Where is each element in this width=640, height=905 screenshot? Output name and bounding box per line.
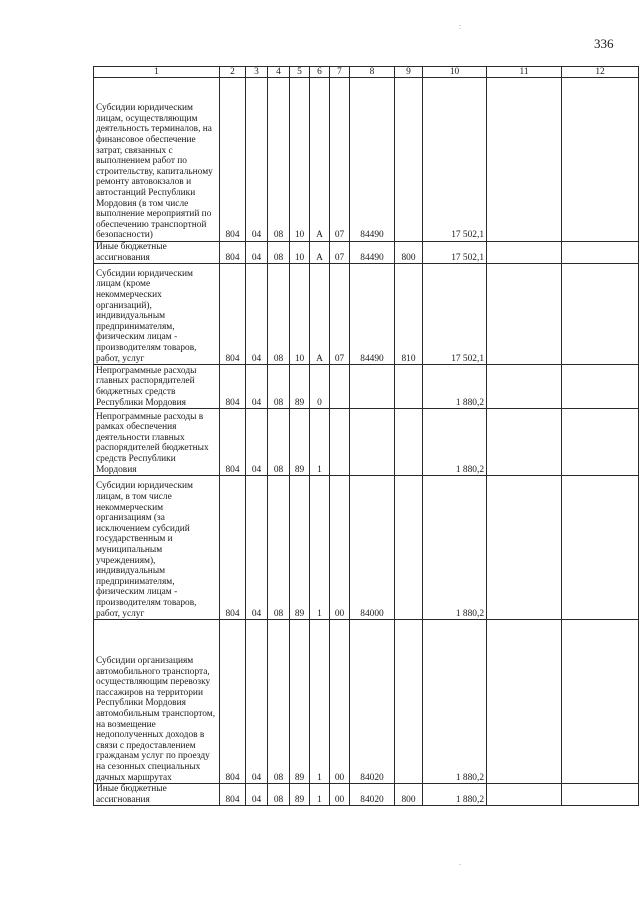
cell-col11 [487,365,562,409]
cell-expense-type [395,365,423,409]
cell-section: 04 [246,242,268,264]
page-number: 336 [594,36,614,51]
cell-col11 [487,620,562,784]
table-row [94,784,639,806]
row-name: Субсидии организациям автомобильного транспорта, осуществляющим перевозку пассажиров на территории Республики Мордовия автомобильным транспортом, на возмещение недополученных доходов в связи с предоставлением гражданам услуг по проезду на сезонных специальных дачных маршрутах [94,620,220,784]
cell-subsection: 08 [268,365,290,409]
col-header: 11 [487,67,562,78]
cell-expense-type: 800 [395,242,423,264]
cell-col11 [487,476,562,620]
cell-direction: 84000 [350,476,395,620]
col-header: 4 [268,67,290,78]
col-header: 12 [562,67,639,78]
row-name: Непрограммные расходы в рамках обеспечения деятельности главных распорядителей бюджетных средств Республики Мордовия [94,409,220,476]
cell-col12 [562,409,639,476]
cell-col11 [487,242,562,264]
cell-subprogram: А [310,78,330,242]
cell-subprogram: 1 [310,409,330,476]
cell-section: 04 [246,476,268,620]
cell-col12 [562,784,639,806]
cell-admin-code: 804 [220,242,246,264]
cell-col11 [487,78,562,242]
cell-subprogram: 1 [310,784,330,806]
cell-expense-type [395,620,423,784]
cell-direction: 84490 [350,78,395,242]
cell-expense-type: 800 [395,784,423,806]
cell-event: 00 [330,784,350,806]
cell-program: 10 [290,78,310,242]
cell-event [330,365,350,409]
cell-admin-code: 804 [220,476,246,620]
cell-expense-type [395,78,423,242]
cell-program: 89 [290,784,310,806]
row-name: Субсидии юридическим лицам, в том числе некоммерческим организациям (за исключением субсидий государственным и муниципальным учреждениям), индивидуальным предпринимателям, физическим лицам - производителям товаров, работ, услуг [94,476,220,620]
cell-program: 89 [290,409,310,476]
table-row [94,264,639,365]
cell-event: 07 [330,242,350,264]
cell-program: 89 [290,620,310,784]
cell-section: 04 [246,409,268,476]
cell-expense-type: 810 [395,264,423,365]
cell-admin-code: 804 [220,78,246,242]
row-name: Иные бюджетные ассигнования [94,784,220,806]
cell-subprogram: 0 [310,365,330,409]
row-name: Субсидии юридическим лицам, осуществляющим деятельность терминалов, на финансовое обеспечение затрат, связанных с выполнением работ по строительству, капитальному ремонту автовокзалов и автостанций Республики Мордовия (в том числе выполнение мероприятий по обеспечению транспортной безопасности) [94,78,220,242]
cell-col11 [487,784,562,806]
cell-event: 07 [330,264,350,365]
cell-admin-code: 804 [220,409,246,476]
cell-subsection: 08 [268,264,290,365]
cell-col12 [562,365,639,409]
cell-program: 10 [290,242,310,264]
cell-col11 [487,264,562,365]
cell-admin-code: 804 [220,784,246,806]
cell-program: 89 [290,365,310,409]
cell-amount: 17 502,1 [423,78,487,242]
table-row [94,365,639,409]
cell-direction [350,409,395,476]
cell-subsection: 08 [268,784,290,806]
cell-subsection: 08 [268,476,290,620]
cell-subprogram: 1 [310,620,330,784]
table-row [94,476,639,620]
col-header: 8 [350,67,395,78]
col-header: 1 [94,67,220,78]
cell-subprogram: 1 [310,476,330,620]
cell-event: 07 [330,78,350,242]
cell-direction: 84020 [350,784,395,806]
cell-direction [350,365,395,409]
cell-col11 [487,409,562,476]
cell-program: 10 [290,264,310,365]
cell-subsection: 08 [268,242,290,264]
cell-event: 00 [330,476,350,620]
cell-subsection: 08 [268,620,290,784]
table-row [94,409,639,476]
cell-admin-code: 804 [220,620,246,784]
header-row [94,67,639,78]
cell-amount: 1 880,2 [423,365,487,409]
row-name: Непрограммные расходы главных распорядителей бюджетных средств Республики Мордовия [94,365,220,409]
table-row [94,620,639,784]
cell-subprogram: А [310,264,330,365]
cell-col12 [562,476,639,620]
cell-section: 04 [246,365,268,409]
col-header: 10 [423,67,487,78]
cell-event: 00 [330,620,350,784]
cell-subsection: 08 [268,78,290,242]
cell-amount: 1 880,2 [423,409,487,476]
cell-expense-type [395,409,423,476]
cell-col12 [562,264,639,365]
cell-section: 04 [246,620,268,784]
cell-col12 [562,78,639,242]
cell-direction: 84020 [350,620,395,784]
cell-section: 04 [246,264,268,365]
table-row [94,242,639,264]
cell-direction: 84490 [350,242,395,264]
col-header: 3 [246,67,268,78]
col-header: 9 [395,67,423,78]
cell-col12 [562,242,639,264]
row-name: Субсидии юридическим лицам (кроме некоммерческих организаций), индивидуальным предпринимателям, физическим лицам - производителям товаров, работ, услуг [94,264,220,365]
cell-subsection: 08 [268,409,290,476]
col-header: 5 [290,67,310,78]
cell-amount: 17 502,1 [423,242,487,264]
col-header: 7 [330,67,350,78]
scan-dots-top: : [459,22,462,31]
table-row [94,78,639,242]
row-name: Иные бюджетные ассигнования [94,242,220,264]
cell-program: 89 [290,476,310,620]
cell-expense-type [395,476,423,620]
cell-admin-code: 804 [220,264,246,365]
cell-section: 04 [246,784,268,806]
col-header: 6 [310,67,330,78]
cell-col12 [562,620,639,784]
cell-amount: 17 502,1 [423,264,487,365]
budget-table [93,66,639,806]
cell-admin-code: 804 [220,365,246,409]
cell-direction: 84490 [350,264,395,365]
cell-section: 04 [246,78,268,242]
scan-dots-bottom: . [459,858,461,867]
col-header: 2 [220,67,246,78]
cell-subprogram: А [310,242,330,264]
cell-amount: 1 880,2 [423,784,487,806]
cell-amount: 1 880,2 [423,476,487,620]
cell-event [330,409,350,476]
cell-amount: 1 880,2 [423,620,487,784]
